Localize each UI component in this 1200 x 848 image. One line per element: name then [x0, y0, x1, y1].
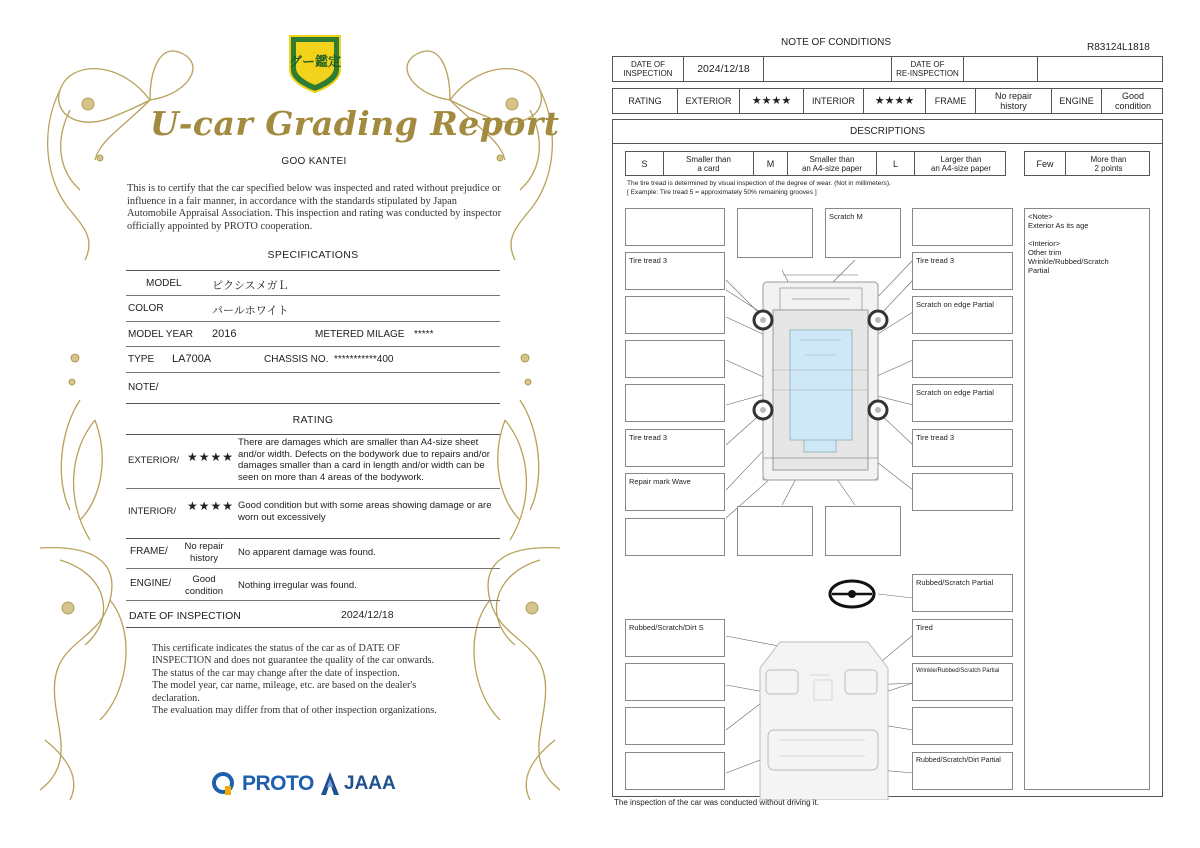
- frame-label: FRAME: [925, 89, 975, 113]
- note-box-tire-fr: Tire tread 3: [912, 252, 1013, 290]
- note-box-steering: Rubbed/Scratch Partial: [912, 574, 1013, 612]
- model-year-label: MODEL YEAR: [128, 329, 194, 340]
- legend-m-desc: Smaller than an A4-size paper: [787, 152, 876, 175]
- note-box-right-1: [912, 340, 1013, 378]
- empty-cell: [763, 57, 891, 81]
- date-of-inspection-value: 2024/12/18: [341, 609, 394, 621]
- note-box-interior-left-2: [625, 663, 725, 701]
- report-title: U-car Grading Report: [150, 104, 560, 143]
- date-of-inspection-label: DATE OF INSPECTION: [129, 610, 241, 622]
- note-box-wrinkle: Wrinkle/Rubbed/Scratch Partial: [912, 663, 1013, 701]
- legend-s-desc: Smaller than a card: [663, 152, 753, 175]
- engine-label: ENGINE/: [130, 578, 172, 589]
- note-box-interior-right-3: [912, 707, 1013, 745]
- note-box-tire-rr: Tire tread 3: [912, 429, 1013, 467]
- rating-label: RATING: [628, 96, 662, 106]
- interior-label: INTERIOR/: [128, 506, 177, 517]
- certification-statement: This is to certify that the car specified below was inspected and rated without prejudice or influence in a fair manner, in accordance with the standards stipulated by Japan Automobile Appraisal Association. This inspection and rating was conducted by inspector officially appointed by PROTO cooperation.: [127, 183, 502, 232]
- note-box-interior-left-4: [625, 752, 725, 790]
- exterior-stars: ★★★★: [739, 89, 803, 113]
- legend-m: M: [753, 152, 787, 175]
- note-box-tire-fl: Tire tread 3: [625, 252, 725, 290]
- frame-description: No apparent damage was found.: [238, 547, 376, 558]
- note-box-scratch-m: Scratch M: [825, 208, 901, 258]
- exterior-stars: ★★★★: [187, 450, 235, 464]
- note-box-left-2: [625, 340, 725, 378]
- type-label: TYPE: [128, 354, 155, 365]
- chassis-value: ***********400: [334, 354, 394, 365]
- chassis-label: CHASSIS NO.: [264, 354, 329, 365]
- note-box-interior-left: Rubbed/Scratch/Dirt S: [625, 619, 725, 657]
- reinspection-label: DATE OF RE-INSPECTION: [891, 57, 963, 81]
- type-value: LA700A: [172, 353, 212, 365]
- note-box-front-right: [912, 208, 1013, 246]
- legend-few: Few: [1036, 158, 1054, 169]
- note-box-front-left: [625, 208, 725, 246]
- interior-stars: ★★★★: [187, 499, 235, 513]
- metered-mileage-value: *****: [414, 329, 434, 340]
- frame-label: FRAME/: [130, 546, 168, 557]
- legend-s: S: [641, 158, 648, 169]
- legend-l: L: [876, 152, 914, 175]
- engine-description: Nothing irregular was found.: [238, 580, 357, 591]
- proto-logo: PROTO: [212, 770, 314, 798]
- report-subtitle: GOO KANTEI: [281, 156, 347, 167]
- note-box-rear-1: [737, 506, 813, 556]
- interior-description: Good condition but with some areas showing damage or are worn out excessively: [238, 500, 492, 523]
- note-box-scratch-edge-2: Scratch on edge Partial: [912, 384, 1013, 422]
- note-box-interior-rear: Rubbed/Scratch/Dirt Partial: [912, 752, 1013, 790]
- note-box-scratch-edge-1: Scratch on edge Partial: [912, 296, 1013, 334]
- note-box-left-rear: [625, 518, 725, 556]
- few-legend: [1024, 151, 1150, 176]
- note-box-left-3: [625, 384, 725, 422]
- rating-heading: RATING: [292, 414, 334, 426]
- exterior-label: EXTERIOR: [677, 89, 739, 113]
- model-value: ピクシスメガＬ: [212, 280, 289, 292]
- reinspection-value: [963, 57, 1037, 81]
- legend-few-desc: More than 2 points: [1065, 152, 1151, 175]
- engine-value: Good condition: [1101, 89, 1164, 113]
- steering-wheel-icon: [830, 581, 874, 607]
- note-box-tire-rl: Tire tread 3: [625, 429, 725, 467]
- jaaa-logo-icon: [320, 771, 340, 797]
- exterior-label: EXTERIOR/: [128, 455, 180, 466]
- note-box-right-rear: [912, 473, 1013, 511]
- certificate-disclaimer: This certificate indicates the status of the car as of DATE OF INSPECTION and does not guarantee the quality of the car onwards. The status of the car may change after the date of inspection. The model year, car name, mileage, etc. are based on the dealer's declaration. The evaluation may differ from that of other inspection organizations.: [152, 643, 437, 717]
- rating-row: [612, 88, 1163, 114]
- legend-l-desc: Larger than an A4-size paper: [914, 152, 1007, 175]
- engine-label: ENGINE: [1051, 89, 1101, 113]
- note-box-tired: Tired: [912, 619, 1013, 657]
- note-box-rear-2: [825, 506, 901, 556]
- size-legend: [625, 151, 1006, 176]
- interior-stars: ★★★★: [863, 89, 925, 113]
- report-id: R83124L1818: [1087, 42, 1150, 53]
- exterior-description: There are damages which are smaller than A4-size sheet and/or width. Defects on the bodywork due to repairs and/or damages smaller than a card in length and/or width can be seen on more than 4 areas of the bodywork.: [238, 437, 490, 483]
- date-of-inspection-label: DATE OF INSPECTION: [623, 60, 673, 78]
- note-box-interior-left-3: [625, 707, 725, 745]
- badge-text: グー鑑定: [288, 55, 342, 70]
- notes-box: <Note> Exterior As its age <Interior> Other trim Wrinkle/Rubbed/Scratch Partial: [1024, 208, 1150, 790]
- date-of-inspection-value: 2024/12/18: [683, 57, 763, 81]
- inspection-dates-row: [612, 56, 1163, 82]
- note-box-front-1: [737, 208, 813, 258]
- specifications-heading: SPECIFICATIONS: [267, 249, 359, 261]
- metered-mileage-label: METERED MILAGE: [315, 329, 405, 340]
- model-year-value: 2016: [212, 328, 237, 340]
- sheet-title: NOTE OF CONDITIONS: [781, 37, 891, 48]
- empty-cell: [1037, 57, 1164, 81]
- frame-value: No repair history: [975, 89, 1051, 113]
- sheet-footer: The inspection of the car was conducted without driving it.: [614, 798, 819, 807]
- note-box-repair-mark: Repair mark Wave: [625, 473, 725, 511]
- model-label: MODEL: [146, 278, 182, 289]
- color-label: COLOR: [128, 303, 164, 314]
- interior-label: INTERIOR: [803, 89, 863, 113]
- tire-tread-note: The tire tread is determined by visual inspection of the degree of wear. (Not in millimeters). [ Example: Tire tread 5 = approximately 50% remaining grooves ]: [627, 180, 891, 196]
- jaaa-logo: JAAA: [320, 770, 396, 798]
- descriptions-heading: DESCRIPTIONS: [612, 119, 1163, 144]
- color-value: パールホワイト: [212, 305, 289, 317]
- note-box-left-1: [625, 296, 725, 334]
- note-label: NOTE/: [128, 382, 159, 393]
- frame-value: No repair history: [184, 541, 224, 564]
- proto-logo-icon: [212, 772, 234, 796]
- engine-value: Good condition: [184, 574, 224, 597]
